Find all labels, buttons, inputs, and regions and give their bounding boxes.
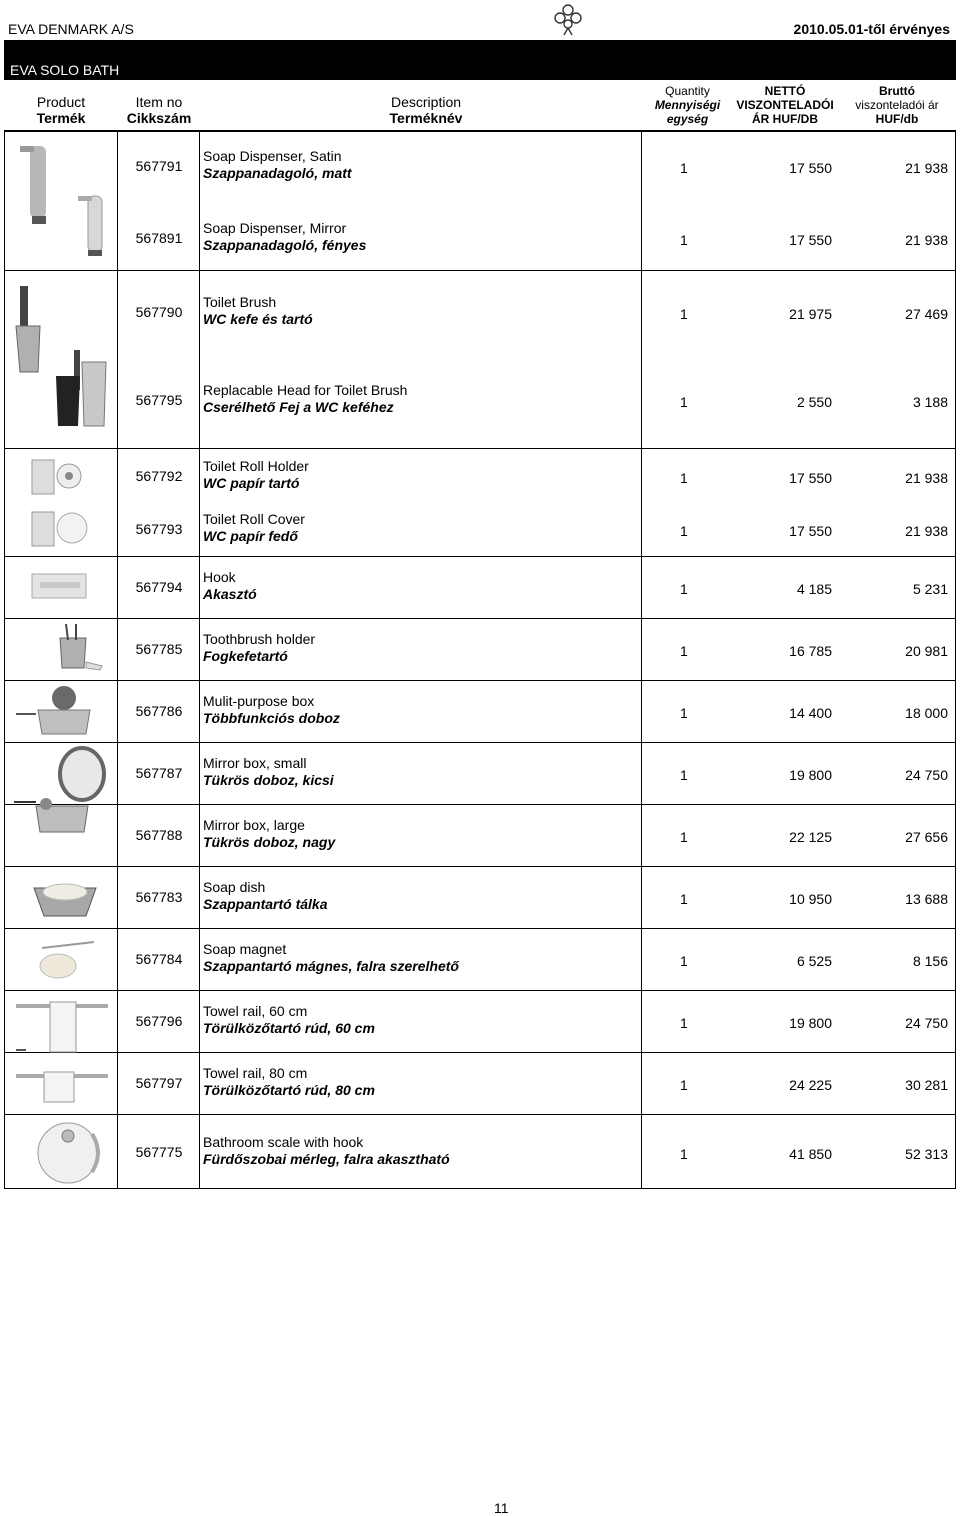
quantity: 1 xyxy=(680,767,688,783)
item-number: 567891 xyxy=(135,230,183,246)
row-divider xyxy=(4,556,956,557)
gross-price: 21 938 xyxy=(905,470,948,486)
col-header-quantity: Quantity Mennyiségi egység xyxy=(654,84,721,126)
net-price: 24 225 xyxy=(789,1077,832,1093)
col-header-product: Product Termék xyxy=(36,94,86,126)
quantity: 1 xyxy=(680,232,688,248)
row-divider xyxy=(4,742,956,743)
net-price: 17 550 xyxy=(789,160,832,176)
table-row xyxy=(0,218,960,258)
description: Mirror box, large Tükrös doboz, nagy xyxy=(203,817,336,850)
net-price: 16 785 xyxy=(789,643,832,659)
table-row xyxy=(0,753,960,793)
item-number: 567775 xyxy=(135,1144,183,1160)
gross-price: 27 656 xyxy=(905,829,948,845)
gross-price: 27 469 xyxy=(905,306,948,322)
gross-price: 30 281 xyxy=(905,1077,948,1093)
quantity: 1 xyxy=(680,306,688,322)
net-price: 2 550 xyxy=(796,394,832,410)
item-number: 567794 xyxy=(135,579,183,595)
net-price: 14 400 xyxy=(789,705,832,721)
ornament-logo-icon xyxy=(550,2,586,36)
description: Hook Akasztó xyxy=(203,569,257,602)
company-name: EVA DENMARK A/S xyxy=(8,21,134,37)
quantity: 1 xyxy=(680,160,688,176)
net-price: 19 800 xyxy=(789,767,832,783)
item-number: 567783 xyxy=(135,889,183,905)
description: Mulit-purpose box Többfunkciós doboz xyxy=(203,693,340,726)
quantity: 1 xyxy=(680,523,688,539)
table-row xyxy=(0,815,960,855)
item-number: 567795 xyxy=(135,392,183,408)
table-row xyxy=(0,567,960,607)
table-row xyxy=(0,146,960,186)
item-number: 567793 xyxy=(135,521,183,537)
row-divider xyxy=(4,866,956,867)
section-bar xyxy=(4,40,956,80)
table-row xyxy=(0,691,960,731)
col-header-description: Description Terméknév xyxy=(389,94,463,126)
quantity: 1 xyxy=(680,953,688,969)
row-divider xyxy=(4,804,956,805)
net-price: 10 950 xyxy=(789,891,832,907)
net-price: 21 975 xyxy=(789,306,832,322)
description: Soap Dispenser, Mirror Szappanadagoló, fényes xyxy=(203,220,367,253)
validity-date: 2010.05.01-től érvényes xyxy=(793,21,950,37)
row-divider xyxy=(4,1052,956,1053)
table-row xyxy=(0,1132,960,1172)
description: Towel rail, 60 cm Törülközőtartó rúd, 60 cm xyxy=(203,1003,375,1036)
gross-price: 21 938 xyxy=(905,160,948,176)
gross-price: 24 750 xyxy=(905,767,948,783)
col-header-net-price: NETTÓ VISZONTELADÓI ÁR HUF/DB xyxy=(736,84,834,126)
quantity: 1 xyxy=(680,643,688,659)
col-header-item-no: Item no Cikkszám xyxy=(126,94,192,126)
quantity: 1 xyxy=(680,1015,688,1031)
description: Towel rail, 80 cm Törülközőtartó rúd, 80 cm xyxy=(203,1065,375,1098)
quantity: 1 xyxy=(680,394,688,410)
net-price: 17 550 xyxy=(789,523,832,539)
row-divider xyxy=(4,448,956,449)
description: Replacable Head for Toilet Brush Cserélhető Fej a WC keféhez xyxy=(203,382,408,415)
table-row xyxy=(0,877,960,917)
description: Soap Dispenser, Satin Szappanadagoló, matt xyxy=(203,148,352,181)
gross-price: 3 188 xyxy=(912,394,948,410)
net-price: 22 125 xyxy=(789,829,832,845)
quantity: 1 xyxy=(680,705,688,721)
description: Toilet Brush WC kefe és tartó xyxy=(203,294,313,327)
page-header xyxy=(0,0,960,40)
gross-price: 52 313 xyxy=(905,1146,948,1162)
gross-price: 24 750 xyxy=(905,1015,948,1031)
item-number: 567796 xyxy=(135,1013,183,1029)
item-number: 567790 xyxy=(135,304,183,320)
net-price: 17 550 xyxy=(789,470,832,486)
net-price: 19 800 xyxy=(789,1015,832,1031)
col-header-gross-price: Bruttó viszonteladói ár HUF/db xyxy=(855,84,939,126)
row-divider xyxy=(4,990,956,991)
net-price: 6 525 xyxy=(796,953,832,969)
item-number: 567784 xyxy=(135,951,183,967)
description: Soap magnet Szappantartó mágnes, falra szerelhető xyxy=(203,941,459,974)
net-price: 17 550 xyxy=(789,232,832,248)
page-number: 11 xyxy=(494,1500,509,1516)
description: Toilet Roll Holder WC papír tartó xyxy=(203,458,309,491)
net-price: 41 850 xyxy=(789,1146,832,1162)
description: Soap dish Szappantartó tálka xyxy=(203,879,328,912)
table-row xyxy=(0,1063,960,1103)
row-divider xyxy=(4,270,956,271)
table-row xyxy=(0,292,960,332)
quantity: 1 xyxy=(680,1146,688,1162)
gross-price: 21 938 xyxy=(905,232,948,248)
item-number: 567792 xyxy=(135,468,183,484)
table-row xyxy=(0,1001,960,1041)
table-row xyxy=(0,509,960,549)
row-divider xyxy=(4,928,956,929)
quantity: 1 xyxy=(680,829,688,845)
gross-price: 18 000 xyxy=(905,705,948,721)
gross-price: 21 938 xyxy=(905,523,948,539)
table-row xyxy=(0,380,960,420)
item-number: 567787 xyxy=(135,765,183,781)
table-row xyxy=(0,939,960,979)
row-divider xyxy=(4,1114,956,1115)
gross-price: 20 981 xyxy=(905,643,948,659)
table-row xyxy=(0,456,960,496)
item-number: 567785 xyxy=(135,641,183,657)
description: Mirror box, small Tükrös doboz, kicsi xyxy=(203,755,334,788)
section-title: EVA SOLO BATH xyxy=(10,62,120,78)
quantity: 1 xyxy=(680,891,688,907)
item-number: 567791 xyxy=(135,158,183,174)
quantity: 1 xyxy=(680,470,688,486)
quantity: 1 xyxy=(680,581,688,597)
description: Bathroom scale with hook Fürdőszobai mérleg, falra akasztható xyxy=(203,1134,450,1167)
net-price: 4 185 xyxy=(796,581,832,597)
item-number: 567788 xyxy=(135,827,183,843)
gross-price: 8 156 xyxy=(912,953,948,969)
description: Toilet Roll Cover WC papír fedő xyxy=(203,511,305,544)
description: Toothbrush holder Fogkefetartó xyxy=(203,631,316,664)
row-divider xyxy=(4,618,956,619)
item-number: 567786 xyxy=(135,703,183,719)
gross-price: 5 231 xyxy=(912,581,948,597)
table-row xyxy=(0,629,960,669)
gross-price: 13 688 xyxy=(905,891,948,907)
quantity: 1 xyxy=(680,1077,688,1093)
item-number: 567797 xyxy=(135,1075,183,1091)
row-divider xyxy=(4,680,956,681)
